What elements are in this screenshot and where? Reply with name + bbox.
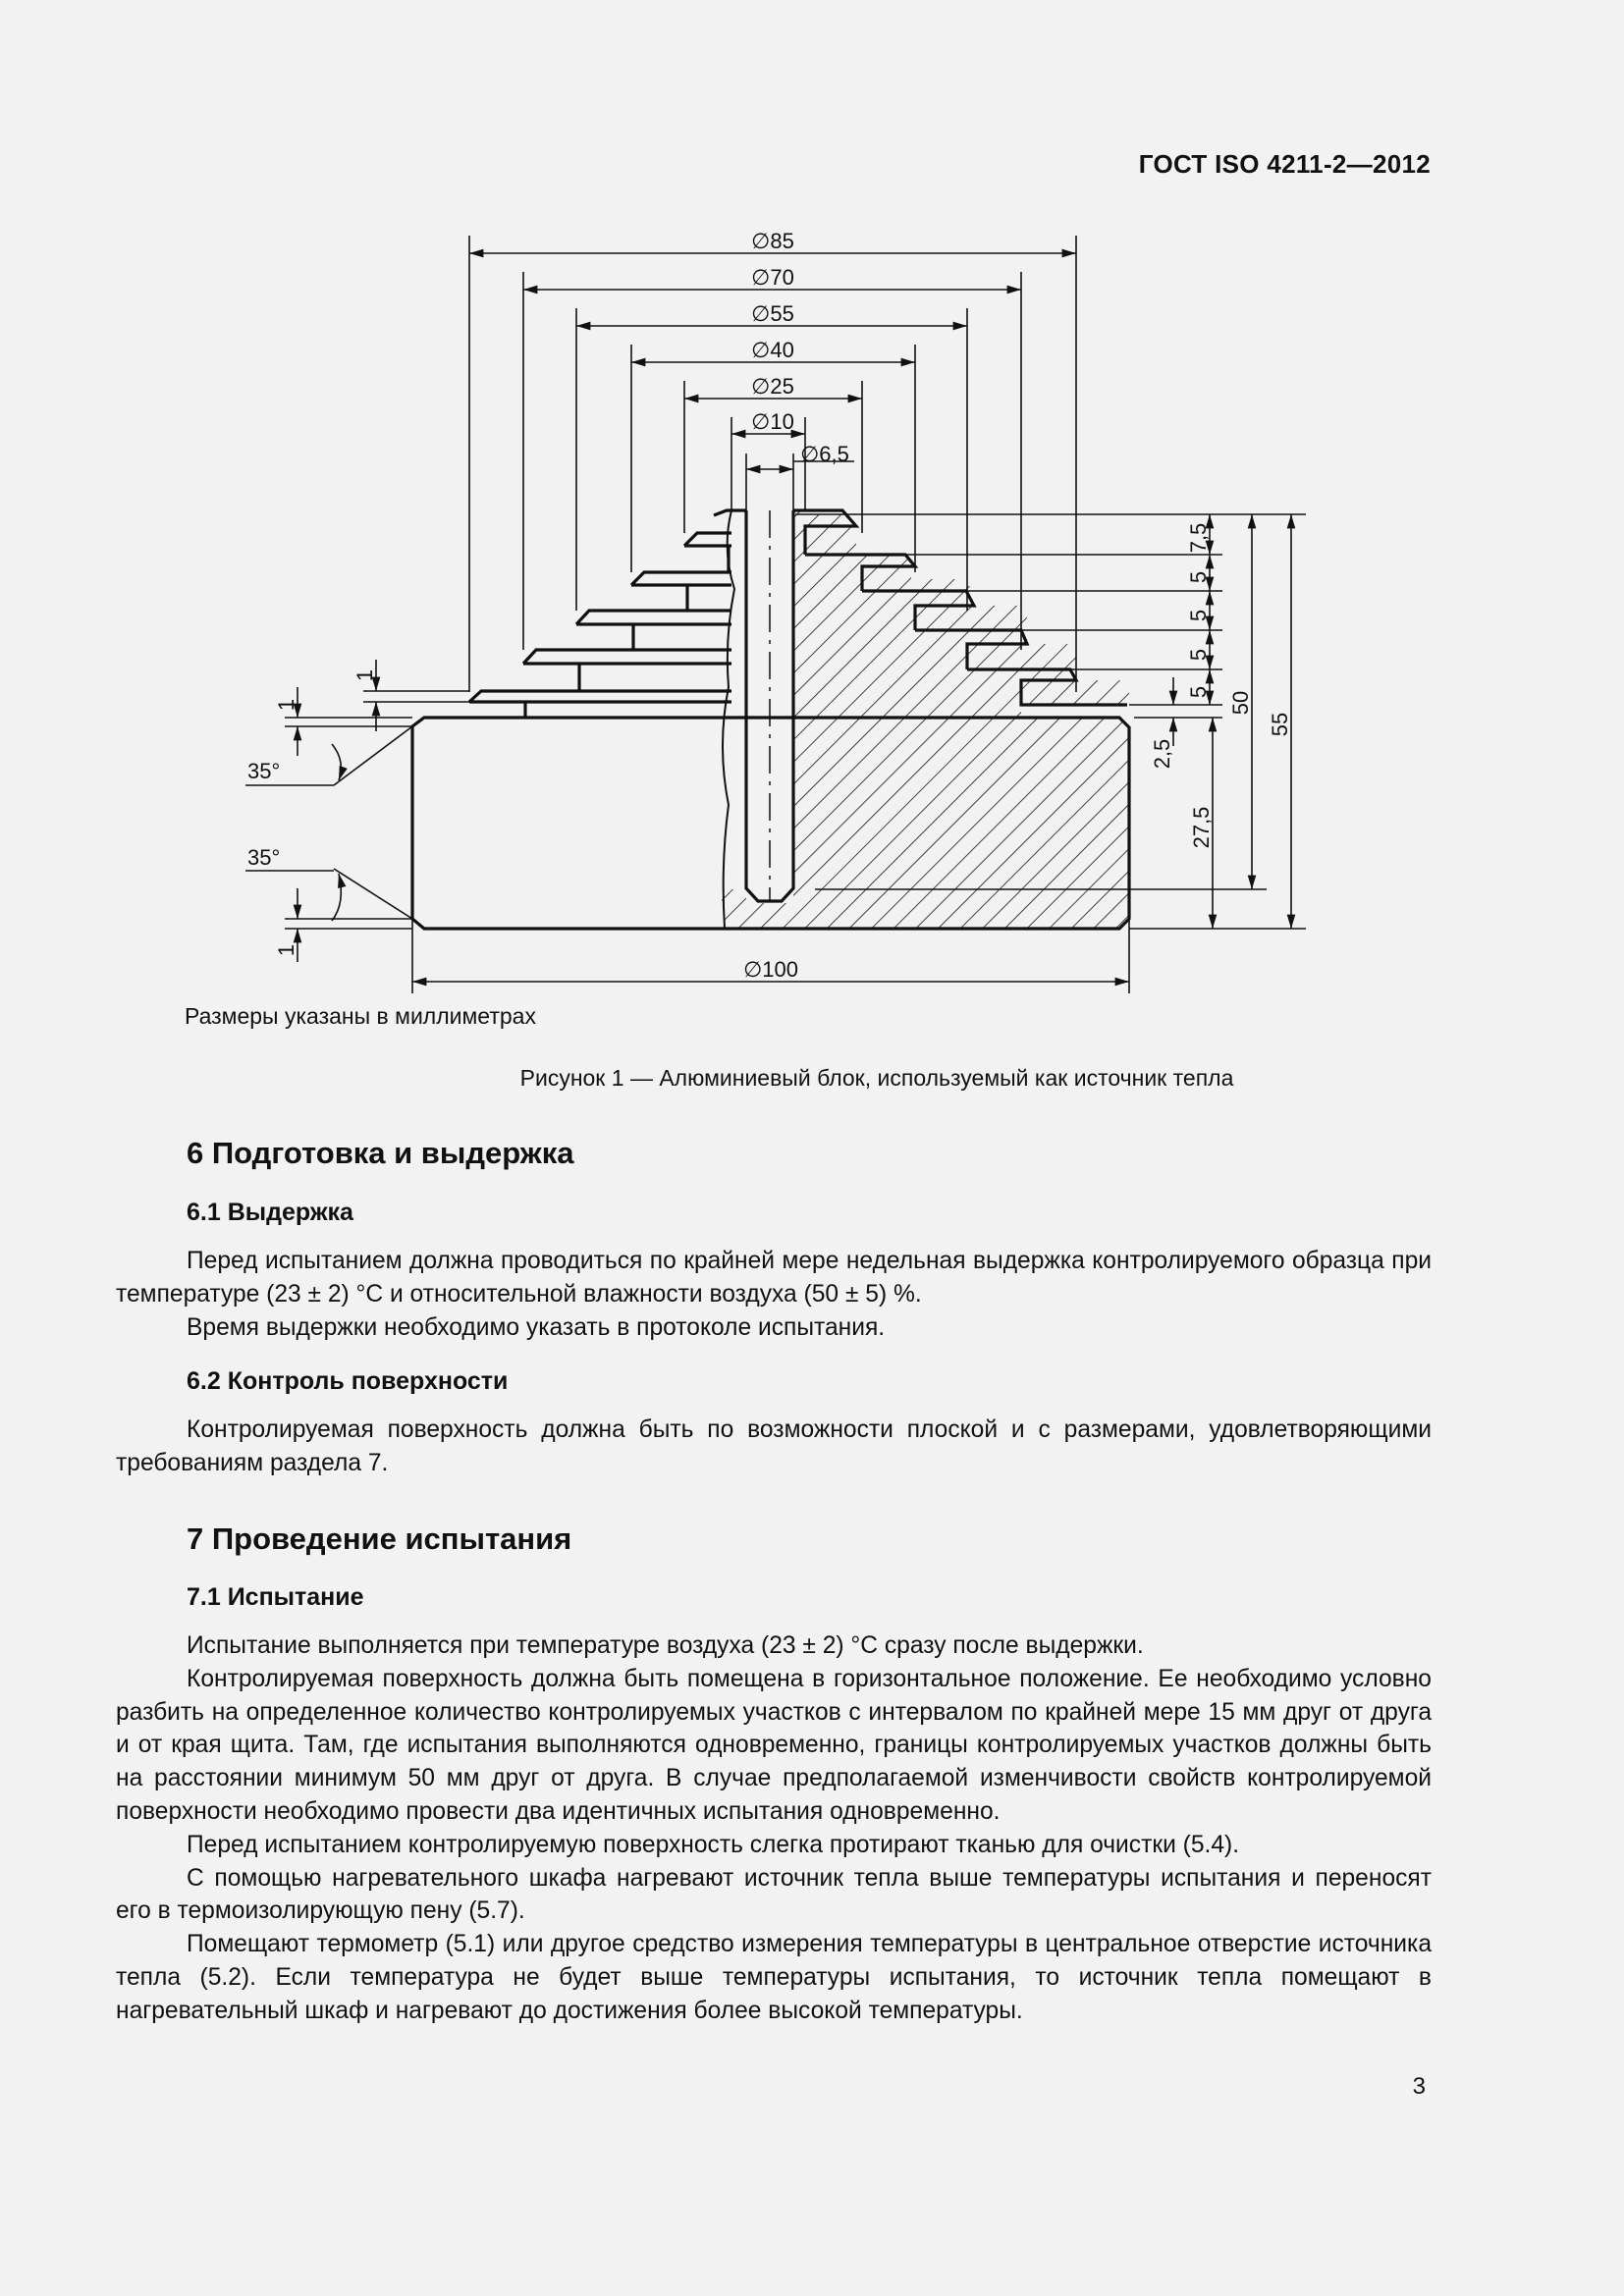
dim-d55: ∅55 [751, 301, 794, 326]
section-6-2-body [116, 1414, 1432, 1480]
section-6-2-title: 6.2 Контроль поверхности [187, 1367, 509, 1395]
paragraph: С помощью нагревательного шкафа нагревают источник тепла выше температуры испытания и переносят его в термоизолирующую пену (5.7). [116, 1864, 1432, 1925]
dim-2-5: 2,5 [1150, 738, 1174, 770]
dim-50: 50 [1228, 690, 1253, 716]
dim-5b: 5 [1186, 609, 1211, 622]
dim-5d: 5 [1186, 685, 1211, 699]
dim-d25: ∅25 [751, 374, 794, 399]
page-number: 3 [1412, 2073, 1426, 2100]
paragraph: Время выдержки необходимо указать в протоколе испытания. [187, 1313, 886, 1341]
section-6-title: 6 Подготовка и выдержка [187, 1136, 574, 1170]
dim-5a: 5 [1186, 570, 1211, 584]
paragraph: Перед испытанием должна проводиться по крайней мере недельная выдержка контролируемого образца при температуре (23 ± 2) °С и относительной влажности воздуха (50 ± 5) %. [116, 1248, 1432, 1308]
paragraph: Контролируемая поверхность должна быть помещена в горизонтальное положение. Ее необходимо условно разбить на определенное количество контролируемых участков с интервалом по крайней мере 15 мм друг от друга и от края щита. Там, где испытания выполняются одновременно, границы контролируемых участков должны быть на расстоянии минимум 50 мм друг от друга. В случае предполагаемой изменчивости свойств контролируемой поверхности необходимо провести два идентичных испытания одновременно. [116, 1665, 1432, 1825]
section-7-1-title: 7.1 Испытание [187, 1583, 364, 1611]
document-code-header: ГОСТ ISO 4211-2—2012 [1138, 149, 1431, 179]
section-6-1-title: 6.1 Выдержка [187, 1199, 353, 1226]
dim-27-5: 27,5 [1189, 806, 1214, 849]
dim-d6-5: ∅6,5 [800, 442, 849, 466]
dim-d40: ∅40 [751, 338, 794, 362]
paragraph: Испытание выполняется при температуре воздуха (23 ± 2) °С сразу после выдержки. [187, 1632, 1144, 1659]
dim-d70: ∅70 [751, 265, 794, 290]
paragraph: Помещают термометр (5.1) или другое средство измерения температуры в центральное отверстие источника тепла (5.2). Если температура не будет выше температуры испытания, то источник тепла помещают в нагревательный шкаф и нагревают до достижения более высокой температуры. [116, 1931, 1432, 2024]
dim-7-5: 7,5 [1186, 522, 1211, 554]
section-7-1-body [116, 1629, 1432, 2028]
paragraph: Контролируемая поверхность должна быть по возможности плоской и с размерами, удовлетворяющими требованиям раздела 7. [116, 1416, 1432, 1476]
dim-d100: ∅100 [743, 957, 798, 982]
angle-35-bottom: 35° [247, 845, 281, 870]
paragraph: Перед испытанием контролируемую поверхность слегка протирают тканью для очистки (5.4). [187, 1831, 1240, 1858]
angle-35-top: 35° [247, 759, 281, 783]
dim-1-bottom: 1 [274, 943, 298, 957]
dim-1-top: 1 [352, 668, 377, 682]
dim-1-mid: 1 [274, 698, 298, 712]
dim-d85: ∅85 [751, 229, 794, 253]
aluminium-block-drawing [0, 0, 1624, 1041]
dim-55: 55 [1268, 712, 1292, 737]
section-6-1-body [116, 1245, 1432, 1344]
units-note: Размеры указаны в миллиметрах [185, 1003, 536, 1029]
section-7-title: 7 Проведение испытания [187, 1522, 572, 1556]
dim-d10: ∅10 [751, 409, 794, 434]
figure-caption: Рисунок 1 — Алюминиевый блок, используемый как источник тепла [519, 1065, 1234, 1091]
dim-5c: 5 [1186, 648, 1211, 662]
